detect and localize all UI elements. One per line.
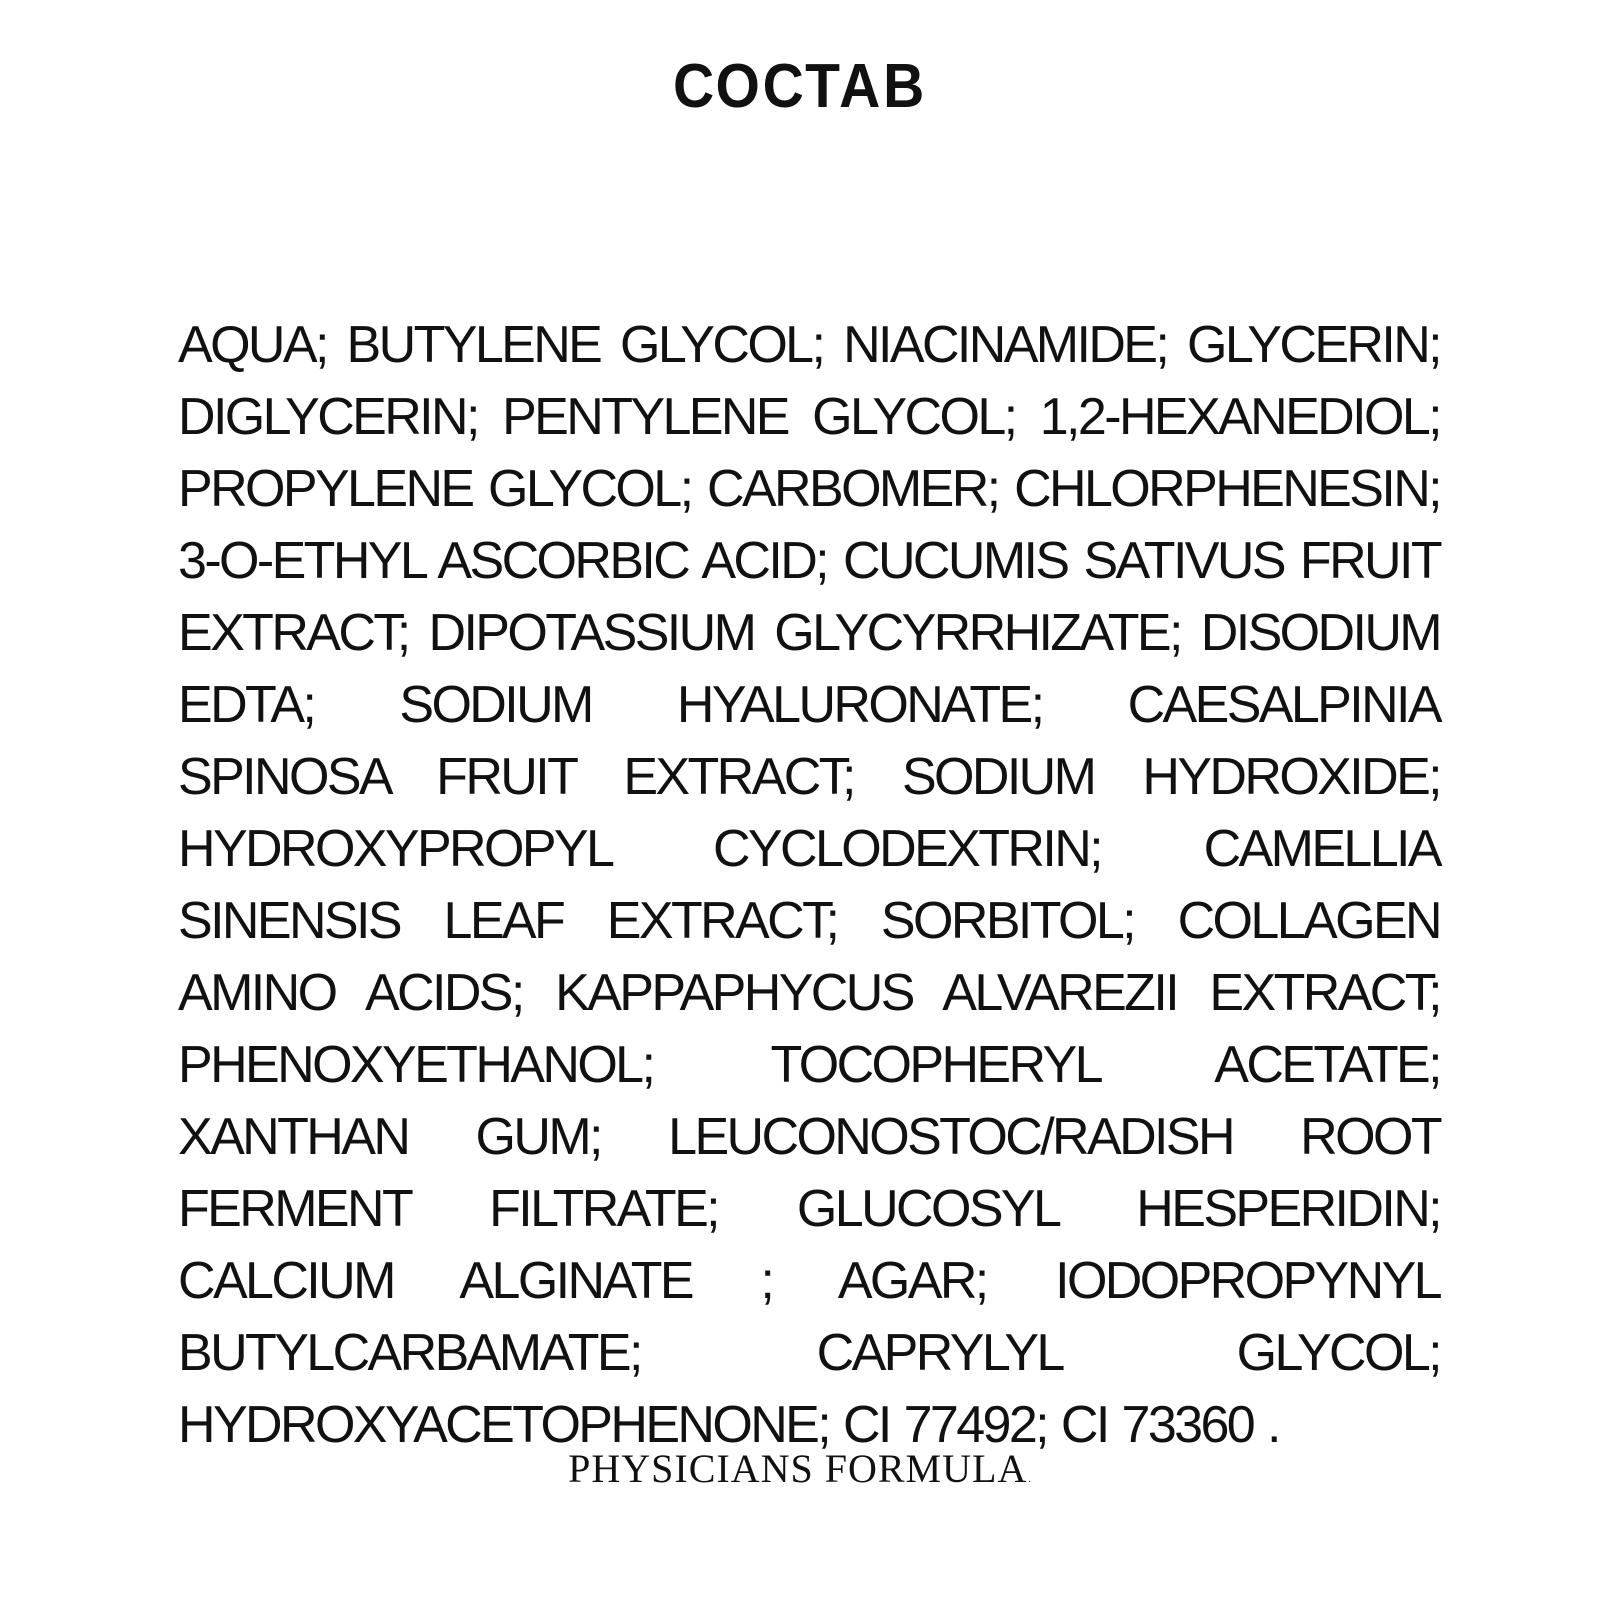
brand-name: PHYSICIANS FORMULA — [568, 1446, 1028, 1491]
page-title: СОСТАВ — [672, 52, 928, 121]
brand-logo — [0, 1447, 1600, 1502]
ingredients-list: AQUA; BUTYLENE GLYCOL; NIACINAMIDE; GLYCERIN; DIGLYCERIN; PENTYLENE GLYCOL; 1,2-HEXANEDIOL; PROPYLENE GLYCOL; CARBOMER; CHLORPHENESIN; 3-O-ETHYL ASCORBIC ACID; CUCUMIS SATIVUS FRUIT EXTRACT; DIPOTASSIUM GLYCYRRHIZATE; DISODIUM EDTA; SODIUM HYALURONATE; CAESALPINIA SPINOSA FRUIT EXTRACT; SODIUM HYDROXIDE; HYDROXYPROPYL CYCLODEXTRIN; CAMELLIA SINENSIS LEAF EXTRACT; SORBITOL; COLLAGEN AMINO ACIDS; KAPPAPHYCUS ALVAREZII EXTRACT; PHENOXYETHANOL; TOCOPHERYL ACETATE; XANTHAN GUM; LEUCONOSTOC/RADISH ROOT FERMENT FILTRATE; GLUCOSYL HESPERIDIN; CALCIUM ALGINATE ; AGAR; IODOPROPYNYL BUTYLCARBAMATE; CAPRYLYL GLYCOL; HYDROXYACETOPHENONE; CI 77492; CI 73360 . — [178, 316, 1440, 1454]
brand-mark: . — [1028, 1474, 1032, 1485]
